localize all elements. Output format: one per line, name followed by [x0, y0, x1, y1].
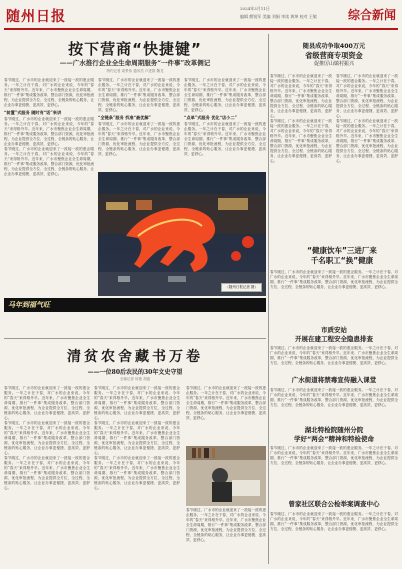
right-headline-4: 广水街道将禁毒宣传融入课堂	[291, 376, 377, 384]
feature-paragraph: 春节刚过，广水市的企业就迎来了一波接一波的惠企服务。一年之计在于春，对广水的企业来说，今年的“春天”来得格外早。近年来，广水市聚焦企业全生命周期，推行“一件事”集成服务改革，整合部门资源，优化审批流程，为企业提供全方位、全过程、全链条的贴心服务，让企业办事更便捷、更高效、更舒心。	[94, 456, 180, 490]
lead-paragraph: 春节刚过，广水市的企业就迎来了一波接一波的惠企服务。一年之计在于春，对广水的企业来说，今年的“春天”来得格外早。近年来，广水市聚焦企业全生命周期，推行“一件事”集成服务改革，整合部门资源，优化审批流程，为企业提供全方位、全过程、全链条的贴心服务，让企业办事更便捷、更高效、更舒心。	[4, 78, 94, 107]
right-paragraph: 春节刚过，广水市的企业就迎来了一波接一波的惠企服务。一年之计在于春，对广水的企业来说，今年的“春天”来得格外早。近年来，广水市聚焦企业全生命周期，推行“一件事”集成服务改革，整合部门资源，优化审批流程，为企业提供全方位、全过程、全链条的贴心服务，让企业办事更便捷、更高效、更舒心。	[336, 74, 398, 118]
right-column-1	[270, 74, 332, 242]
feature-byline: 全媒记者 何艳 胡盛	[119, 377, 151, 381]
lead-section-heading: “前置”式服务 随时有“话”来讲	[4, 110, 62, 115]
feature-column-1	[4, 386, 90, 564]
right-headline-6: 曾家社区联合公检举案调查中心	[288, 500, 380, 508]
right-column-4	[270, 346, 398, 374]
rh3-line1: 市质安站	[321, 326, 347, 334]
lead-column-1	[4, 78, 94, 296]
feature-paragraph: 春节刚过，广水市的企业就迎来了一波接一波的惠企服务。一年之计在于春，对广水的企业来说，今年的“春天”来得格外早。近年来，广水市聚焦企业全生命周期，推行“一件事”集成服务改革，整合部门资源，优化审批流程，为企业提供全方位、全过程、全链条的贴心服务，让企业办事更便捷、更高效、更舒心。	[186, 386, 266, 420]
rh2-line2: 千名职工“换”健康	[310, 256, 374, 265]
section-title: 综合新闻	[347, 8, 396, 22]
rh1-line2: 省级营商专项资金	[305, 51, 363, 60]
feature-column-2	[94, 386, 180, 564]
section-divider	[4, 338, 266, 339]
right-column-5	[270, 388, 398, 424]
right-paragraph: 春节刚过，广水市的企业就迎来了一波接一波的惠企服务。一年之计在于春，对广水的企业来说，今年的“春天”来得格外早。近年来，广水市聚焦企业全生命周期，推行“一件事”集成服务改革，整合部门资源，优化审批流程，为企业提供全方位、全过程、全链条的贴心服务，让企业办事更便捷、更高效、更舒心。	[270, 346, 398, 365]
feature-paragraph: 春节刚过，广水市的企业就迎来了一波接一波的惠企服务。一年之计在于春，对广水的企业来说，今年的“春天”来得格外早。近年来，广水市聚焦企业全生命周期，推行“一件事”集成服务改革，整合部门资源，优化审批流程，为企业提供全方位、全过程、全链条的贴心服务，让企业办事更便捷、更高效、更舒心。	[4, 456, 90, 490]
right-headline-1	[270, 42, 398, 69]
lead-column-2	[98, 78, 180, 170]
feature-paragraph: 春节刚过，广水市的企业就迎来了一波接一波的惠企服务。一年之计在于春，对广水的企业来说，今年的“春天”来得格外早。近年来，广水市聚焦企业全生命周期，推行“一件事”集成服务改革，整合部门资源，优化审批流程，为企业提供全方位、全过程、全链条的贴心服务，让企业办事更便捷、更高效、更舒心。	[94, 421, 180, 455]
lead-section-heading: “点单”式服务 优化“店小二”	[184, 115, 237, 120]
horse-lantern-photo	[98, 172, 266, 296]
right-column-6	[270, 446, 398, 498]
right-column-3	[270, 270, 398, 324]
right-headline-5	[270, 426, 398, 444]
rh1-line3: 促推厉山镇村振兴	[313, 61, 354, 67]
lead-byline: 特约记者 周景伟 通讯员 卢进群 魏龙	[106, 69, 164, 73]
right-paragraph: 春节刚过，广水市的企业就迎来了一波接一波的惠企服务。一年之计在于春，对广水的企业来说，今年的“春天”来得格外早。近年来，广水市聚焦企业全生命周期，推行“一件事”集成服务改革，整合部门资源，优化审批流程，为企业提供全方位、全过程、全链条的贴心服务，让企业办事更便捷、更高效、更舒心。	[336, 119, 398, 163]
feature-photo	[186, 446, 266, 506]
rh5-line1: 湖北特检院随州分院	[304, 426, 364, 434]
right-paragraph: 春节刚过，广水市的企业就迎来了一波接一波的惠企服务。一年之计在于春，对广水的企业来说，今年的“春天”来得格外早。近年来，广水市聚焦企业全生命周期，推行“一件事”集成服务改革，整合部门资源，优化审批流程，为企业提供全方位、全过程、全链条的贴心服务，让企业办事更便捷、更高效、更舒心。	[270, 74, 332, 118]
horse-lantern-image	[98, 172, 266, 296]
feature-column-3	[186, 386, 266, 444]
feature-paragraph: 春节刚过，广水市的企业就迎来了一波接一波的惠企服务。一年之计在于春，对广水的企业来说，今年的“春天”来得格外早。近年来，广水市聚焦企业全生命周期，推行“一件事”集成服务改革，整合部门资源，优化审批流程，为企业提供全方位、全过程、全链条的贴心服务，让企业办事更便捷、更高效、更舒心。	[94, 386, 180, 420]
lead-paragraph: 春节刚过，广水市的企业就迎来了一波接一波的惠企服务。一年之计在于春，对广水的企业来说，今年的“春天”来得格外早。近年来，广水市聚焦企业全生命周期，推行“一件事”集成服务改革，整合部门资源，优化审批流程，为企业提供全方位、全过程、全链条的贴心服务，让企业办事更便捷、更高效、更舒心。	[98, 78, 180, 112]
right-paragraph: 春节刚过，广水市的企业就迎来了一波接一波的惠企服务。一年之计在于春，对广水的企业来说，今年的“春天”来得格外早。近年来，广水市聚焦企业全生命周期，推行“一件事”集成服务改革，整合部门资源，优化审批流程，为企业提供全方位、全过程、全链条的贴心服务，让企业办事更便捷、更高效、更舒心。	[270, 512, 398, 531]
right-column-7	[270, 512, 398, 564]
lead-headline: 按下营商“快捷键”	[68, 40, 202, 58]
rh1-line1: 随县成功争取400万元	[302, 43, 366, 50]
column-divider	[268, 34, 269, 564]
right-paragraph: 春节刚过，广水市的企业就迎来了一波接一波的惠企服务。一年之计在于春，对广水的企业来说，今年的“春天”来得格外早。近年来，广水市聚焦企业全生命周期，推行“一件事”集成服务改革，整合部门资源，优化审批流程，为企业提供全方位、全过程、全链条的贴心服务，让企业办事更便捷、更高效、更舒心。	[270, 388, 398, 407]
rh2-line1: “健康饮车”三进厂来	[307, 246, 377, 255]
photo-caption: （随州日报记者 摄）	[221, 283, 262, 292]
feature-paragraph: 春节刚过，广水市的企业就迎来了一波接一波的惠企服务。一年之计在于春，对广水的企业来说，今年的“春天”来得格外早。近年来，广水市聚焦企业全生命周期，推行“一件事”集成服务改革，整合部门资源，优化审批流程，为企业提供全方位、全过程、全链条的贴心服务，让企业办事更便捷、更高效、更舒心。	[4, 421, 90, 455]
feature-column-3b	[186, 508, 266, 564]
rh5-line2: 学好“两会”精神和特检使命	[293, 435, 375, 443]
lead-paragraph: 春节刚过，广水市的企业就迎来了一波接一波的惠企服务。一年之计在于春，对广水的企业来说，今年的“春天”来得格外早。近年来，广水市聚焦企业全生命周期，推行“一件事”集成服务改革，整合部门资源，优化审批流程，为企业提供全方位、全过程、全链条的贴心服务，让企业办事更便捷、更高效、更舒心。	[184, 78, 266, 112]
lead-paragraph: 春节刚过，广水市的企业就迎来了一波接一波的惠企服务。一年之计在于春，对广水的企业来说，今年的“春天”来得格外早。近年来，广水市聚焦企业全生命周期，推行“一件事”集成服务改革，整合部门资源，优化审批流程，为企业提供全方位、全过程、全链条的贴心服务，让企业办事更便捷、更高效、更舒心。	[4, 117, 94, 146]
feature-paragraph: 春节刚过，广水市的企业就迎来了一波接一波的惠企服务。一年之计在于春，对广水的企业来说，今年的“春天”来得格外早。近年来，广水市聚焦企业全生命周期，推行“一件事”集成服务改革，整合部门资源，优化审批流程，为企业提供全方位、全过程、全链条的贴心服务，让企业办事更便捷、更高效、更舒心。	[4, 386, 90, 420]
editors-line: 编辑 熊锐军 美编 刘娟 审读 黄坤 校对 王敏	[240, 14, 317, 19]
lead-paragraph: 春节刚过，广水市的企业就迎来了一波接一波的惠企服务。一年之计在于春，对广水的企业来说，今年的“春天”来得格外早。近年来，广水市聚焦企业全生命周期，推行“一件事”集成服务改革，整合部门资源，优化审批流程，为企业提供全方位、全过程、全链条的贴心服务，让企业办事更便捷、更高效、更舒心。	[98, 122, 180, 156]
issue-date: 2024年3月11日	[240, 6, 270, 11]
feature-headline: 清贫农舍藏书万卷	[67, 349, 203, 365]
right-paragraph: 春节刚过，广水市的企业就迎来了一波接一波的惠企服务。一年之计在于春，对广水的企业来说，今年的“春天”来得格外早。近年来，广水市聚焦企业全生命周期，推行“一件事”集成服务改革，整合部门资源，优化审批流程，为企业提供全方位、全过程、全链条的贴心服务，让企业办事更便捷、更高效、更舒心。	[270, 119, 332, 163]
rh3-line2: 开展在建工程安全隐患排查	[295, 335, 373, 343]
right-paragraph: 春节刚过，广水市的企业就迎来了一波接一波的惠企服务。一年之计在于春，对广水的企业来说，今年的“春天”来得格外早。近年来，广水市聚焦企业全生命周期，推行“一件事”集成服务改革，整合部门资源，优化审批流程，为企业提供全方位、全过程、全链条的贴心服务，让企业办事更便捷、更高效、更舒心。	[270, 446, 398, 465]
right-headline-3	[270, 326, 398, 344]
lead-subtitle: ——广水推行企业全生命周期服务“一件事”改革侧记	[59, 59, 211, 67]
masthead	[4, 4, 398, 30]
right-column-2	[336, 74, 398, 242]
feature-paragraph: 春节刚过，广水市的企业就迎来了一波接一波的惠企服务。一年之计在于春，对广水的企业来说，今年的“春天”来得格外早。近年来，广水市聚焦企业全生命周期，推行“一件事”集成服务改革，整合部门资源，优化审批流程，为企业提供全方位、全过程、全链条的贴心服务，让企业办事更便捷、更高效、更舒心。	[186, 508, 266, 542]
lead-column-3	[184, 78, 266, 170]
feature-subtitle: ——一位80后农民的30年文史守望	[87, 369, 183, 376]
newspaper-logo: 随州日报	[6, 9, 66, 25]
lead-paragraph: 春节刚过，广水市的企业就迎来了一波接一波的惠企服务。一年之计在于春，对广水的企业来说，今年的“春天”来得格外早。近年来，广水市聚焦企业全生命周期，推行“一件事”集成服务改革，整合部门资源，优化审批流程，为企业提供全方位、全过程、全链条的贴心服务，让企业办事更便捷、更高效、更舒心。	[4, 147, 94, 176]
festival-banner	[4, 298, 266, 312]
lead-paragraph: 春节刚过，广水市的企业就迎来了一波接一波的惠企服务。一年之计在于春，对广水的企业来说，今年的“春天”来得格外早。近年来，广水市聚焦企业全生命周期，推行“一件事”集成服务改革，整合部门资源，优化审批流程，为企业提供全方位、全过程、全链条的贴心服务，让企业办事更便捷、更高效、更舒心。	[184, 122, 266, 156]
lead-section-heading: “全链条”服务 找准“最优解”	[98, 115, 151, 120]
right-headline-2	[294, 246, 390, 266]
banner-text: 马年到福气旺	[8, 300, 50, 309]
right-paragraph: 春节刚过，广水市的企业就迎来了一波接一波的惠企服务。一年之计在于春，对广水的企业来说，今年的“春天”来得格外早。近年来，广水市聚焦企业全生命周期，推行“一件事”集成服务改革，整合部门资源，优化审批流程，为企业提供全方位、全过程、全链条的贴心服务，让企业办事更便捷、更高效、更舒心。	[270, 270, 398, 289]
bookshelf-image	[186, 446, 266, 506]
